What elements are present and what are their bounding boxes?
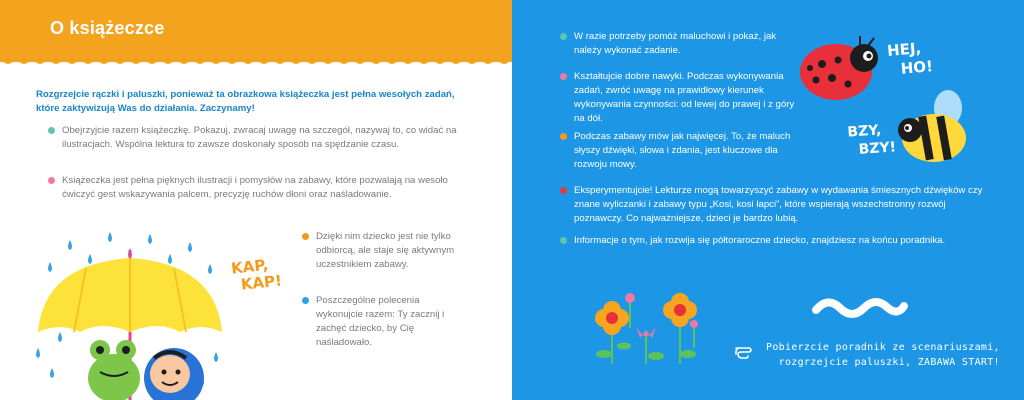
- bzy-line-1: BZY,: [846, 122, 882, 141]
- bullet-dot-red: [560, 187, 567, 194]
- bullet-text: W razie potrzeby pomóż maluchowi i pokaż, jak należy wykonać zadanie.: [574, 31, 777, 56]
- bullet-item: [62, 174, 466, 202]
- bullet-item: [574, 184, 994, 226]
- bullet-item: [574, 130, 804, 172]
- bullet-dot-teal: [560, 33, 567, 40]
- hej-ho-text: [886, 38, 933, 80]
- bullet-dot-pink: [560, 73, 567, 80]
- bullet-dot-orange: [560, 133, 567, 140]
- kap-line-1: KAP,: [230, 255, 270, 278]
- bullet-text: Poszczególne polecenia wykonujcie razem: Ty zacznij i zachęć dziecko, by Cię naśladowało.: [316, 295, 445, 348]
- kap-line-2: KAP!: [239, 271, 283, 294]
- kap-sound-text: [230, 256, 282, 295]
- bee-illustration: [892, 90, 972, 170]
- hej-line-2: HO!: [900, 57, 934, 78]
- bullet-item: [574, 30, 804, 58]
- bzy-line-2: BZY!: [858, 139, 897, 158]
- hej-line-1: HEJ,: [886, 39, 922, 60]
- bullet-text: Eksperymentujcie! Lekturze mogą towarzyszyć zabawy w wydawania śmiesznych dźwięków czy znane wyliczanki i zabawy typu „Kosi, kosi łapci”, które wspierają wszechstronny rozwój poznawczy. Co najważniejsze, dzieci je bardzo lubią.: [574, 185, 983, 224]
- bullet-text: Książeczka jest pełna pięknych ilustracji i pomysłów na zabawy, które pozwalają na wesoło ćwiczyć gest wskazywania palcem, precyzję ruchów dłoni oraz naśladowanie.: [62, 175, 448, 200]
- bullet-text: Dzięki nim dziecko jest nie tylko odbiorcą, ale staje się aktywnym uczestnikiem zabawy.: [316, 231, 455, 270]
- bullet-text: Obejrzyjcie razem książeczkę. Pokazuj, zwracaj uwagę na szczegół, nazywaj to, co widać na ilustracjach. Wspólna lektura to zawsze doskonały sposób na spędzanie czasu.: [62, 125, 457, 150]
- bullet-text: Podczas zabawy mów jak najwięcej. To, że maluch słyszy dźwięki, słowa i zdania, jest kluczowe dla rozwoju mowy.: [574, 131, 791, 170]
- footer-note: [766, 340, 1000, 370]
- bullet-dot-blue: [302, 297, 309, 304]
- footer-line-2: rozgrzejcie paluszki, ZABAWA START!: [778, 357, 1000, 368]
- scalloped-edge: [0, 50, 512, 72]
- flowers-illustration: [586, 288, 706, 368]
- bullet-item: [316, 230, 466, 272]
- pointing-hand-icon: [734, 342, 756, 360]
- bullet-item: [316, 294, 466, 350]
- bzy-bzy-text: [847, 120, 897, 159]
- header-band: [0, 0, 512, 62]
- child-illustration: [144, 348, 204, 400]
- ladybug-illustration: [798, 36, 884, 102]
- right-page: [512, 0, 1024, 400]
- bullet-text: Informacje o tym, jak rozwija się półtoraroczne dziecko, znajdziesz na końcu poradnika.: [574, 235, 946, 246]
- bullet-item: [574, 234, 994, 248]
- page-title: O książeczce: [50, 18, 165, 38]
- bullet-text: Kształtujcie dobre nawyki. Podczas wykonywania zadań, zwróć uwagę na prawidłowy kierunek wykonywania czynności: od lewej do prawej i z góry na dół.: [574, 71, 795, 124]
- bullet-dot-orange: [302, 233, 309, 240]
- intro-text: Rozgrzejcie rączki i paluszki, ponieważ ta obrazkowa książeczka jest pełna wesołych zadań, które zaktywizują Was do działania. Zaczynamy!: [36, 89, 455, 114]
- bullet-dot-teal: [48, 127, 55, 134]
- frog-illustration: [88, 340, 140, 400]
- bullet-dot-pink: [48, 177, 55, 184]
- bullet-item: [574, 70, 804, 126]
- flower-left: [595, 301, 629, 335]
- umbrella-illustration: [30, 228, 230, 400]
- bullet-dot-teal: [560, 237, 567, 244]
- bullet-item: [62, 124, 466, 152]
- wave-icon: [812, 294, 908, 320]
- footer-line-1: Pobierzcie poradnik ze scenariuszami,: [766, 342, 1000, 353]
